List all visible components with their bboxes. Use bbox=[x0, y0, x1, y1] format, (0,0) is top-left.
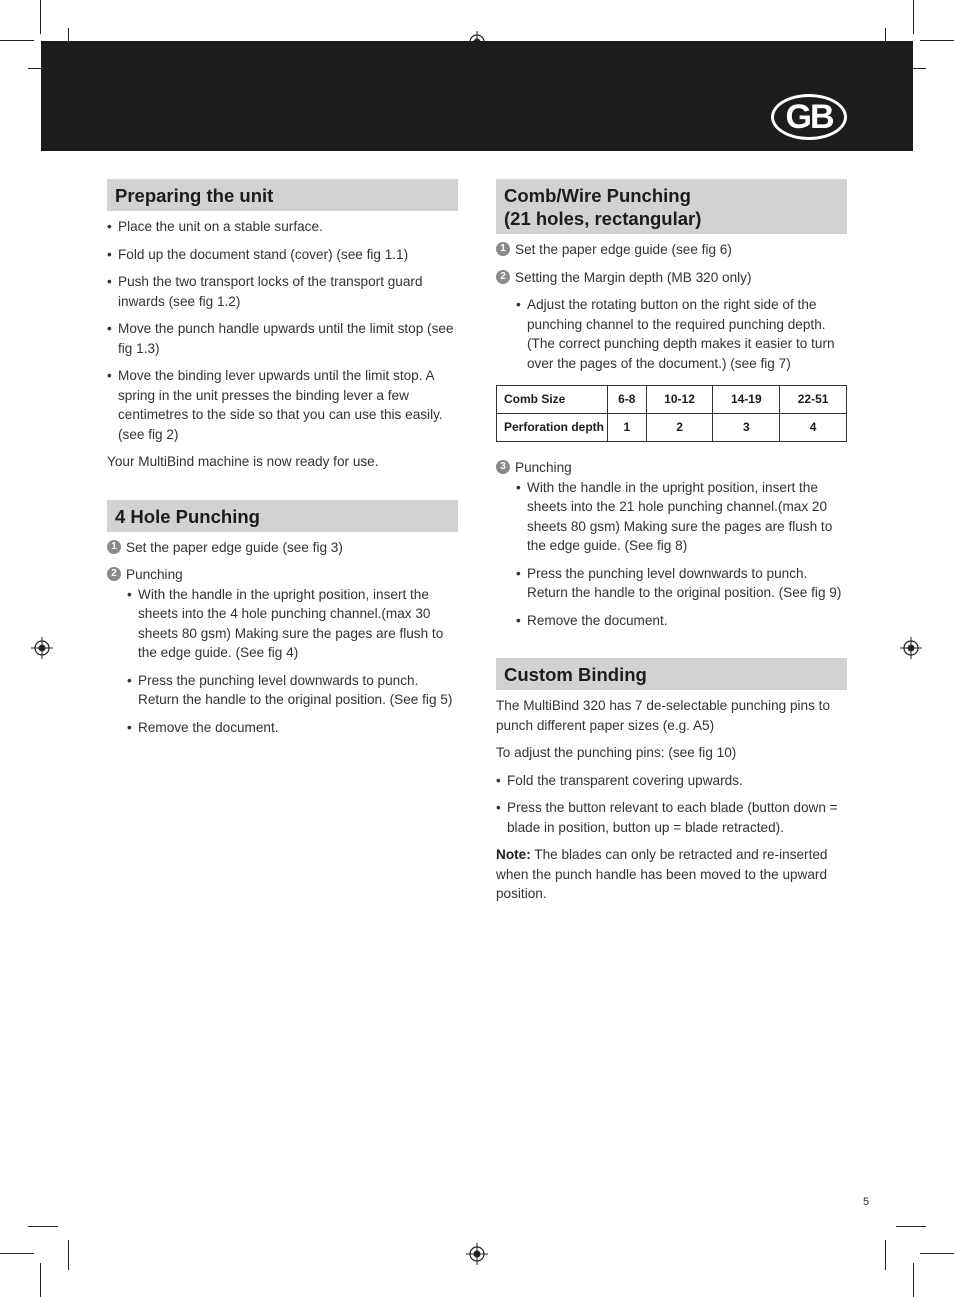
list-item: • Fold up the document stand (cover) (see fig 1.1) bbox=[107, 246, 409, 262]
step-number-icon: 3 bbox=[496, 460, 510, 474]
punching-depth-table bbox=[496, 385, 847, 442]
step-item: 3 Punching bbox=[496, 458, 847, 478]
crop-mark bbox=[913, 1263, 914, 1297]
table-row: Comb Size 6-8 10-12 14-19 22-51 bbox=[497, 386, 847, 414]
section-title-preparing: Preparing the unit bbox=[107, 179, 458, 211]
crop-mark bbox=[913, 0, 914, 34]
crop-mark bbox=[68, 1240, 69, 1270]
list-item: • Push the two transport locks of the transport guard inwards (see fig 1.2) bbox=[107, 274, 423, 309]
list-item: • Move the binding lever upwards until the limit stop. A spring in the unit presses the binding lever a few centimetres to the side so that you can use this easily. (see fig 2) bbox=[107, 368, 443, 442]
step-item: 2 Punching bbox=[107, 565, 458, 585]
step-number-icon: 2 bbox=[496, 270, 510, 284]
list-item: • Press the button relevant to each blade (button down = blade in position, button up = blade retracted). bbox=[496, 800, 838, 835]
step-number-icon: 1 bbox=[496, 242, 510, 256]
crop-mark bbox=[40, 0, 41, 34]
header-bar bbox=[41, 41, 913, 151]
crop-mark bbox=[40, 1263, 41, 1297]
step-item: 2 Setting the Margin depth (MB 320 only) bbox=[496, 268, 847, 288]
list-item: • Adjust the rotating button on the right side of the punching channel to the required punching depth. (The correct punching depth makes it easier to turn over the pages of the document.) (see fig 7) bbox=[516, 297, 835, 371]
ready-text: Your MultiBind machine is now ready for use. bbox=[107, 454, 379, 469]
list-item: • With the handle in the upright position, insert the sheets into the 21 hole punching channel.(max 20 sheets 80 gsm) Making sure the pages are flush to the edge guide. (See fig 8) bbox=[516, 479, 833, 553]
section-title-comb: Comb/Wire Punching (21 holes, rectangular) bbox=[496, 179, 847, 234]
list-item: • Move the punch handle upwards until the limit stop (see fig 1.3) bbox=[107, 321, 454, 356]
list-item: • Press the punching level downwards to punch. Return the handle to the original position. (See fig 9) bbox=[516, 565, 842, 600]
crop-mark bbox=[896, 1226, 926, 1227]
list-item: • Place the unit on a stable surface. bbox=[107, 219, 323, 234]
crop-mark bbox=[885, 1240, 886, 1270]
step-item: 1 Set the paper edge guide (see fig 3) bbox=[107, 538, 458, 558]
right-column bbox=[496, 179, 847, 912]
left-column bbox=[107, 179, 458, 745]
custom-adjust: To adjust the punching pins: (see fig 10) bbox=[496, 745, 737, 760]
crop-mark bbox=[920, 40, 954, 41]
registration-mark-icon bbox=[466, 1243, 488, 1265]
list-item: • Fold the transparent covering upwards. bbox=[496, 772, 743, 788]
page-number: 5 bbox=[863, 1196, 870, 1208]
note-paragraph: Note: The blades can only be retracted and re-inserted when the punch handle has been moved to the upward position. bbox=[496, 847, 828, 901]
list-item: • With the handle in the upright position, insert the sheets into the 4 hole punching channel.(max 30 sheets 80 gsm) Making sure the pages are flush to the edge guide. (See fig 4) bbox=[127, 586, 444, 660]
section-title-custom: Custom Binding bbox=[496, 658, 847, 690]
language-badge: GB bbox=[771, 94, 847, 140]
step-number-icon: 2 bbox=[107, 567, 121, 581]
crop-mark bbox=[28, 1226, 58, 1227]
crop-mark bbox=[0, 1253, 34, 1254]
table-row: Perforation depth 1 2 3 4 bbox=[497, 414, 847, 442]
step-number-icon: 1 bbox=[107, 540, 121, 554]
section-title-4-hole: 4 Hole Punching bbox=[107, 500, 458, 532]
list-item: • Remove the document. bbox=[516, 612, 668, 628]
list-item: • Remove the document. bbox=[127, 719, 279, 735]
crop-mark bbox=[0, 40, 34, 41]
step-item: 1 Set the paper edge guide (see fig 6) bbox=[496, 240, 847, 260]
registration-mark-icon bbox=[31, 637, 53, 659]
list-item: • Press the punching level downwards to punch. Return the handle to the original position. (See fig 5) bbox=[127, 672, 453, 707]
crop-mark bbox=[920, 1253, 954, 1254]
custom-intro: The MultiBind 320 has 7 de-selectable punching pins to punch different paper sizes (e.g. A5) bbox=[496, 698, 831, 733]
registration-mark-icon bbox=[900, 637, 922, 659]
